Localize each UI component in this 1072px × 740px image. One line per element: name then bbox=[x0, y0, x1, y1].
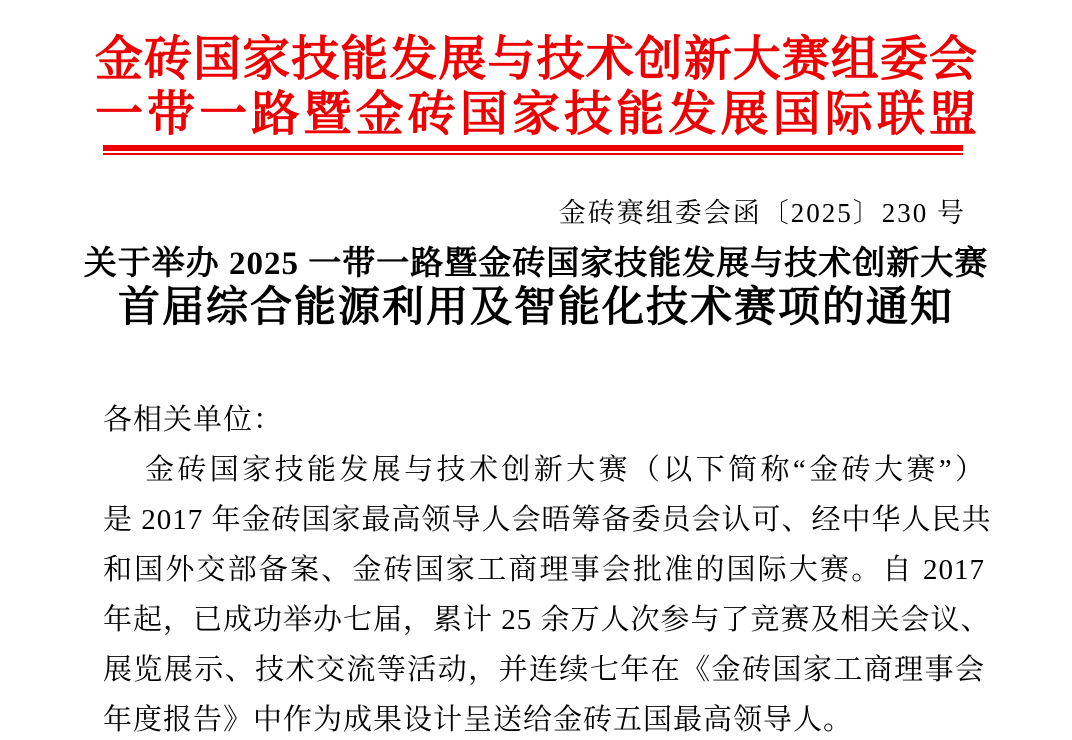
paragraph-line-5: 展览展示、技术交流等活动，并连续七年在《金砖国家工商理事会 bbox=[103, 654, 985, 686]
paragraph-line-3: 和国外交部备案、金砖国家工商理事会批准的国际大赛。自 2017 bbox=[103, 554, 985, 586]
letterhead-line-2: 一带一路暨金砖国家技能发展国际联盟 bbox=[95, 88, 977, 141]
letterhead-line-1: 金砖国家技能发展与技术创新大赛组委会 bbox=[95, 33, 977, 86]
paragraph-line-2: 是 2017 年金砖国家最高领导人会晤筹备委员会认可、经中华人民共 bbox=[103, 504, 992, 536]
salutation: 各相关单位： bbox=[103, 404, 284, 436]
paragraph-line-1: 金砖国家技能发展与技术创新大赛（以下简称“金砖大赛”） bbox=[145, 454, 985, 486]
document-number: 金砖赛组委会函〔2025〕230 号 bbox=[558, 198, 966, 228]
red-rule-thin bbox=[103, 153, 963, 155]
red-letterhead bbox=[95, 0, 977, 142]
red-separator bbox=[103, 145, 963, 155]
notice-title-line-1: 关于举办 2025 一带一路暨金砖国家技能发展与技术创新大赛 bbox=[83, 246, 989, 282]
notice-title-line-2: 首届综合能源利用及智能化技术赛项的通知 bbox=[117, 285, 954, 331]
notice-body bbox=[103, 395, 992, 740]
paragraph-line-6: 年度报告》中作为成果设计呈送给金砖五国最高领导人。 bbox=[103, 704, 854, 736]
paragraph-line-4: 年起，已成功举办七届，累计 25 余万人次参与了竞赛及相关会议、 bbox=[103, 604, 991, 636]
